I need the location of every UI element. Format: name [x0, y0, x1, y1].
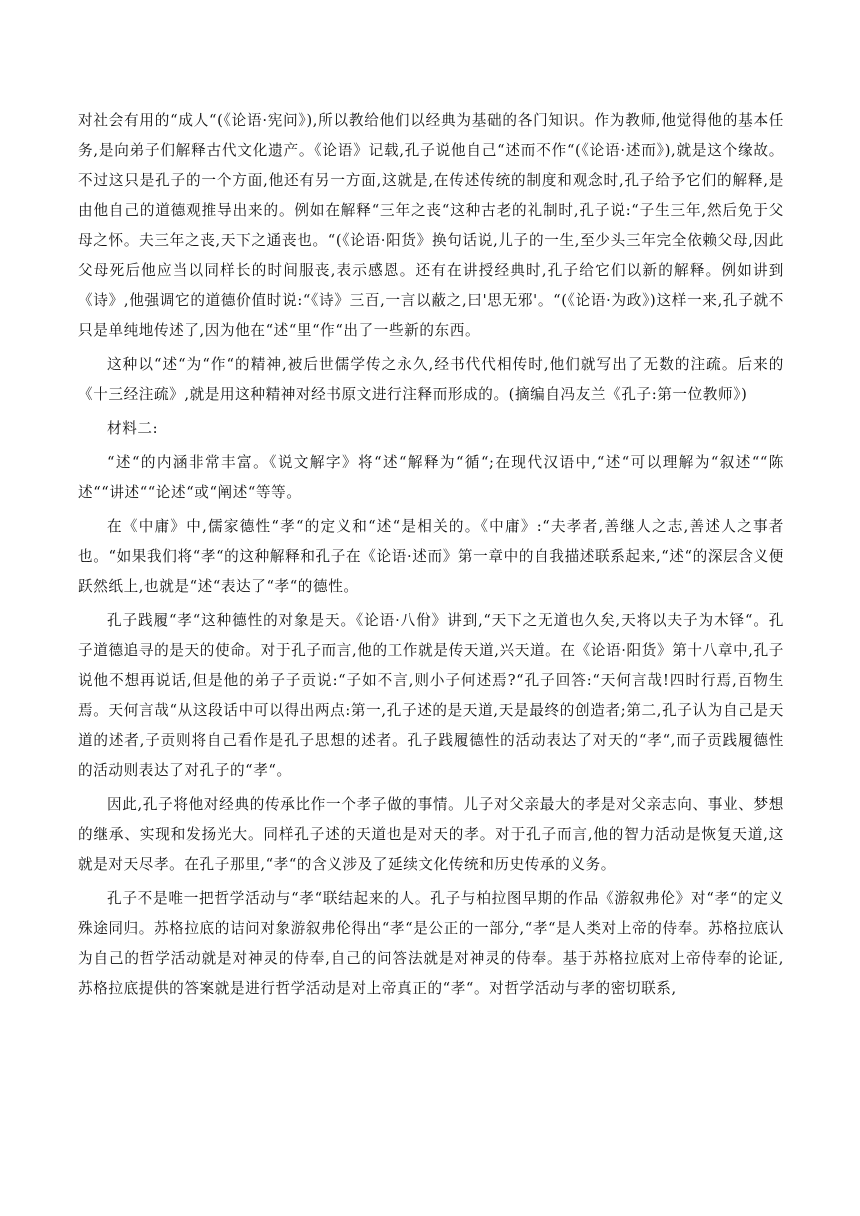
document-page	[78, 106, 784, 1008]
paragraph-7: 孔子不是唯一把哲学活动与“孝“联结起来的人。孔子与柏拉图早期的作品《游叙弗伦》对“孝“的定义殊途同归。苏格拉底的诘问对象游叙弗伦得出“孝“是公正的一部分,“孝“是人类对上帝的侍奉。苏格拉底认为自己的哲学活动就是对神灵的侍奉,自己的问答法就是对神灵的侍奉。基于苏格拉底对上帝侍奉的论证,苏格拉底提供的答案就是进行哲学活动是对上帝真正的“孝“。对哲学活动与孝的密切联系,	[78, 890, 785, 997]
paragraph-5: 孔子践履“孝“这种德性的对象是天。《论语·八佾》讲到,“天下之无道也久矣,天将以夫子为木铎“。孔子道德追寻的是天的使命。对于孔子而言,他的工作就是传天道,兴天道。在《论语·阳货》第十八章中,孔子说他不想再说话,但是他的弟子子贡说:“子如不言,则小子何述焉?“孔子回答:“天何言哉!四时行焉,百物生焉。天何言哉“从这段话中可以得出两点:第一,孔子述的是天道,天是最终的创造者;第二,孔子认为自己是天道的述者,子贡则将自己看作是孔子思想的述者。孔子践履德性的活动表达了对天的“孝“,而子贡践履德性的活动则表达了对孔子的“孝“。	[78, 612, 784, 779]
section-heading: 材料二:	[107, 420, 159, 437]
paragraph-6: 因此,孔子将他对经典的传承比作一个孝子做的事情。儿子对父亲最大的孝是对父亲志向、事业、梦想的继承、实现和发扬光大。同样孔子述的天道也是对天的孝。对于孔子而言,他的智力活动是恢复天道,这就是对天尽孝。在孔子那里,“孝“的含义涉及了延续文化传统和历史传承的义务。	[78, 796, 784, 873]
paragraph-1: 对社会有用的“成人“(《论语·宪问》),所以教给他们以经典为基础的各门知识。作为教师,他觉得他的基本任务,是向弟子们解释古代文化遗产。《论语》记载,孔子说他自己“述而不作“(《论语·述而》),就是这个缘故。不过这只是孔子的一个方面,他还有另一方面,这就是,在传述传统的制度和观念时,孔子给予它们的解释,是由他自己的道德观推导出来的。例如在解释“三年之丧“这种古老的礼制时,孔子说:“子生三年,然后免于父母之怀。夫三年之丧,天下之通丧也。“(《论语·阳货》换句话说,儿子的一生,至少头三年完全依赖父母,因此父母死后他应当以同样长的时间服丧,表示感恩。还有在讲授经典时,孔子给它们以新的解释。例如讲到《诗》,他强调它的道德价值时说:“《诗》三百,一言以蔽之,曰'思无邪'。“(《论语·为政》)这样一来,孔子就不只是单纯地传述了,因为他在“述“里“作“出了一些新的东西。	[78, 112, 784, 339]
paragraph-4: 在《中庸》中,儒家德性“孝“的定义和“述“是相关的。《中庸》:“夫孝者,善继人之志,善述人之事者也。“如果我们将“孝“的这种解释和孔子在《论语·述而》第一章中的自我描述联系起来,“述“的深层含义便跃然纸上,也就是“述“表达了“孝“的德性。	[78, 518, 784, 595]
paragraph-3: “述“的内涵非常丰富。《说文解字》将“述“解释为“循“;在现代汉语中,“述“可以理解为“叙述““陈述““讲述““论述“或“阐述“等等。	[78, 454, 784, 501]
paragraph-2: 这种以“述“为“作“的精神,被后世儒学传之永久,经书代代相传时,他们就写出了无数的注疏。后来的《十三经注疏》,就是用这种精神对经书原文进行注释而形成的。(摘编自冯友兰《孔子:第一位教师》)	[78, 356, 784, 403]
